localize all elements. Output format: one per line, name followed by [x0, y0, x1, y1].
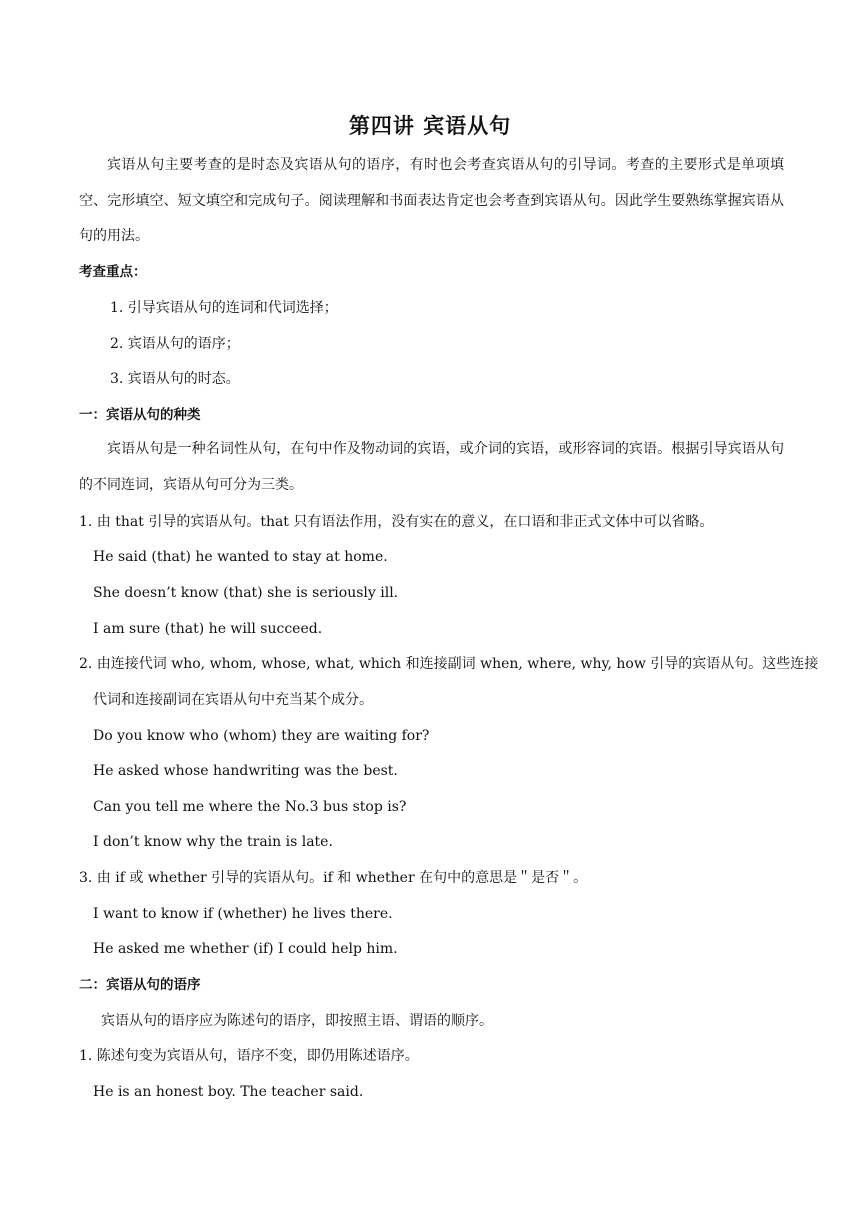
intro-paragraph: 宾语从句主要考查的是时态及宾语从句的语序，有时也会考查宾语从句的引导词。考查的主要形式是单项填空、完形填空、短文填空和完成句子。阅读理解和书面表达肯定也会考查到宾语从句。因此学生要熟练掌握宾语从句的用法。: [79, 157, 784, 245]
rule-item-continued: 代词和连接副词在宾语从句中充当某个成分。: [93, 692, 373, 708]
rule-item: 2. 由连接代词 who, whom, whose, what, which 和连接副词 when, where, why, how 引导的宾语从句。这些连接: [79, 656, 819, 672]
rule-item: 1. 陈述句变为宾语从句，语序不变，即仍用陈述语序。: [79, 1048, 419, 1064]
example-sentence: He asked me whether (if) I could help him.: [93, 941, 398, 957]
focus-heading: 考查重点：: [79, 264, 147, 280]
example-sentence: Do you know who (whom) they are waiting for?: [93, 728, 430, 744]
example-sentence: He said (that) he wanted to stay at home.: [93, 549, 388, 565]
section-intro-paragraph: 宾语从句是一种名词性从句，在句中作及物动词的宾语，或介词的宾语，或形容词的宾语。根据引导宾语从句的不同连词，宾语从句可分为三类。: [79, 441, 784, 493]
focus-item: 2. 宾语从句的语序；: [110, 336, 240, 352]
focus-item: 1. 引导宾语从句的连词和代词选择；: [110, 300, 338, 316]
example-sentence: I am sure (that) he will succeed.: [93, 621, 323, 637]
example-sentence: Can you tell me where the No.3 bus stop is?: [93, 799, 407, 815]
focus-item: 3. 宾语从句的时态。: [110, 371, 240, 387]
example-sentence: I want to know if (whether) he lives there.: [93, 906, 393, 922]
rule-item: 1. 由 that 引导的宾语从句。that 只有语法作用，没有实在的意义，在口语和非正式文体中可以省略。: [79, 514, 714, 530]
rule-item: 3. 由 if 或 whether 引导的宾语从句。if 和 whether 在句中的意思是＂是否＂。: [79, 870, 588, 886]
section-intro-paragraph: 宾语从句的语序应为陈述句的语序，即按照主语、谓语的顺序。: [101, 1013, 493, 1029]
page-title: 第四讲 宾语从句: [348, 114, 512, 138]
example-sentence: She doesn’t know (that) she is seriously ill.: [93, 585, 399, 601]
example-sentence: He asked whose handwriting was the best.: [93, 763, 398, 779]
section-heading: 二：宾语从句的语序: [79, 977, 201, 993]
example-sentence: He is an honest boy. The teacher said.: [93, 1084, 364, 1100]
section-heading: 一：宾语从句的种类: [79, 407, 201, 423]
example-sentence: I don’t know why the train is late.: [93, 834, 333, 850]
